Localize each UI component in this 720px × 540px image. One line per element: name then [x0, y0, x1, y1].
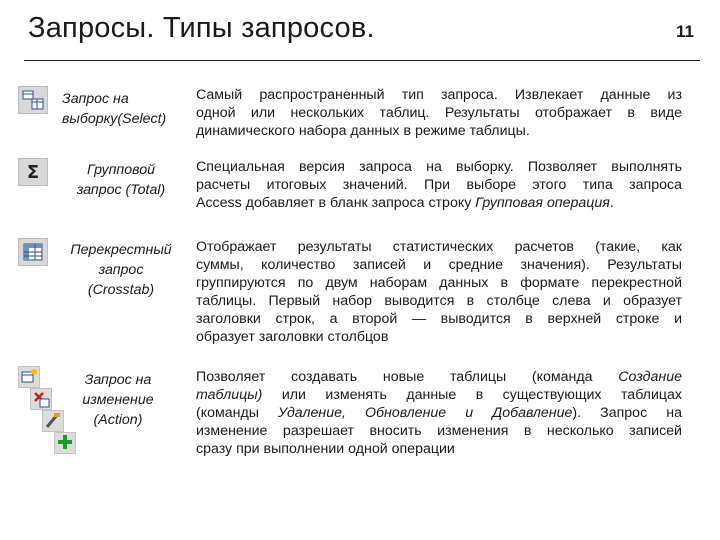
page-number: 11 — [676, 22, 694, 41]
append-query-icon — [54, 432, 76, 454]
delete-query-icon — [30, 388, 52, 410]
crosstab-icon — [18, 238, 48, 266]
total-query-description: Специальная версия запроса на выборку. Позволяет выполнять расчеты итоговых значений. При выборе этого типа запроса Access добавляет в бланк запроса строку Групповая операция. — [196, 159, 682, 211]
total-query-label: Групповой запрос (Total) — [76, 162, 166, 198]
emphasis-group-operation: Групповая операция — [475, 195, 610, 211]
select-query-label: Запрос на выборку(Select) — [62, 91, 167, 127]
select-query-description: Самый распространенный тип запроса. Извлекает данные из одной или нескольких таблиц. Результаты отображает в виде динамического набора данных в режиме таблицы. — [196, 87, 682, 139]
select-query-icon — [18, 86, 48, 114]
action-query-label: Запрос на изменение (Action) — [82, 372, 154, 428]
crosstab-query-label: Перекрестный запрос (Crosstab) — [70, 242, 172, 298]
slide-title: Запросы. Типы запросов. — [28, 12, 375, 44]
action-query-description: Позволяет создавать новые таблицы (команда Создание таблицы) или изменять данные в существующих таблицах (команды Удаление, Обновление и Добавление). Запрос на изменение разрешает вносить изменения в несколько записей сразу при выполнении одной операции — [196, 369, 682, 457]
title-divider — [24, 60, 700, 61]
sigma-icon: Σ — [18, 158, 48, 186]
make-table-icon — [18, 366, 40, 388]
crosstab-query-description: Отображает результаты статистических расчетов (такие, как суммы, количество записей и средние значения). Результаты группируются по двум наборам данных в формате перекрестной таблицы. Первый набор выводится в столбце слева и образует заголовки строк, а второй — выводится в верхней строке и образует заголовки столбцов — [196, 239, 682, 345]
